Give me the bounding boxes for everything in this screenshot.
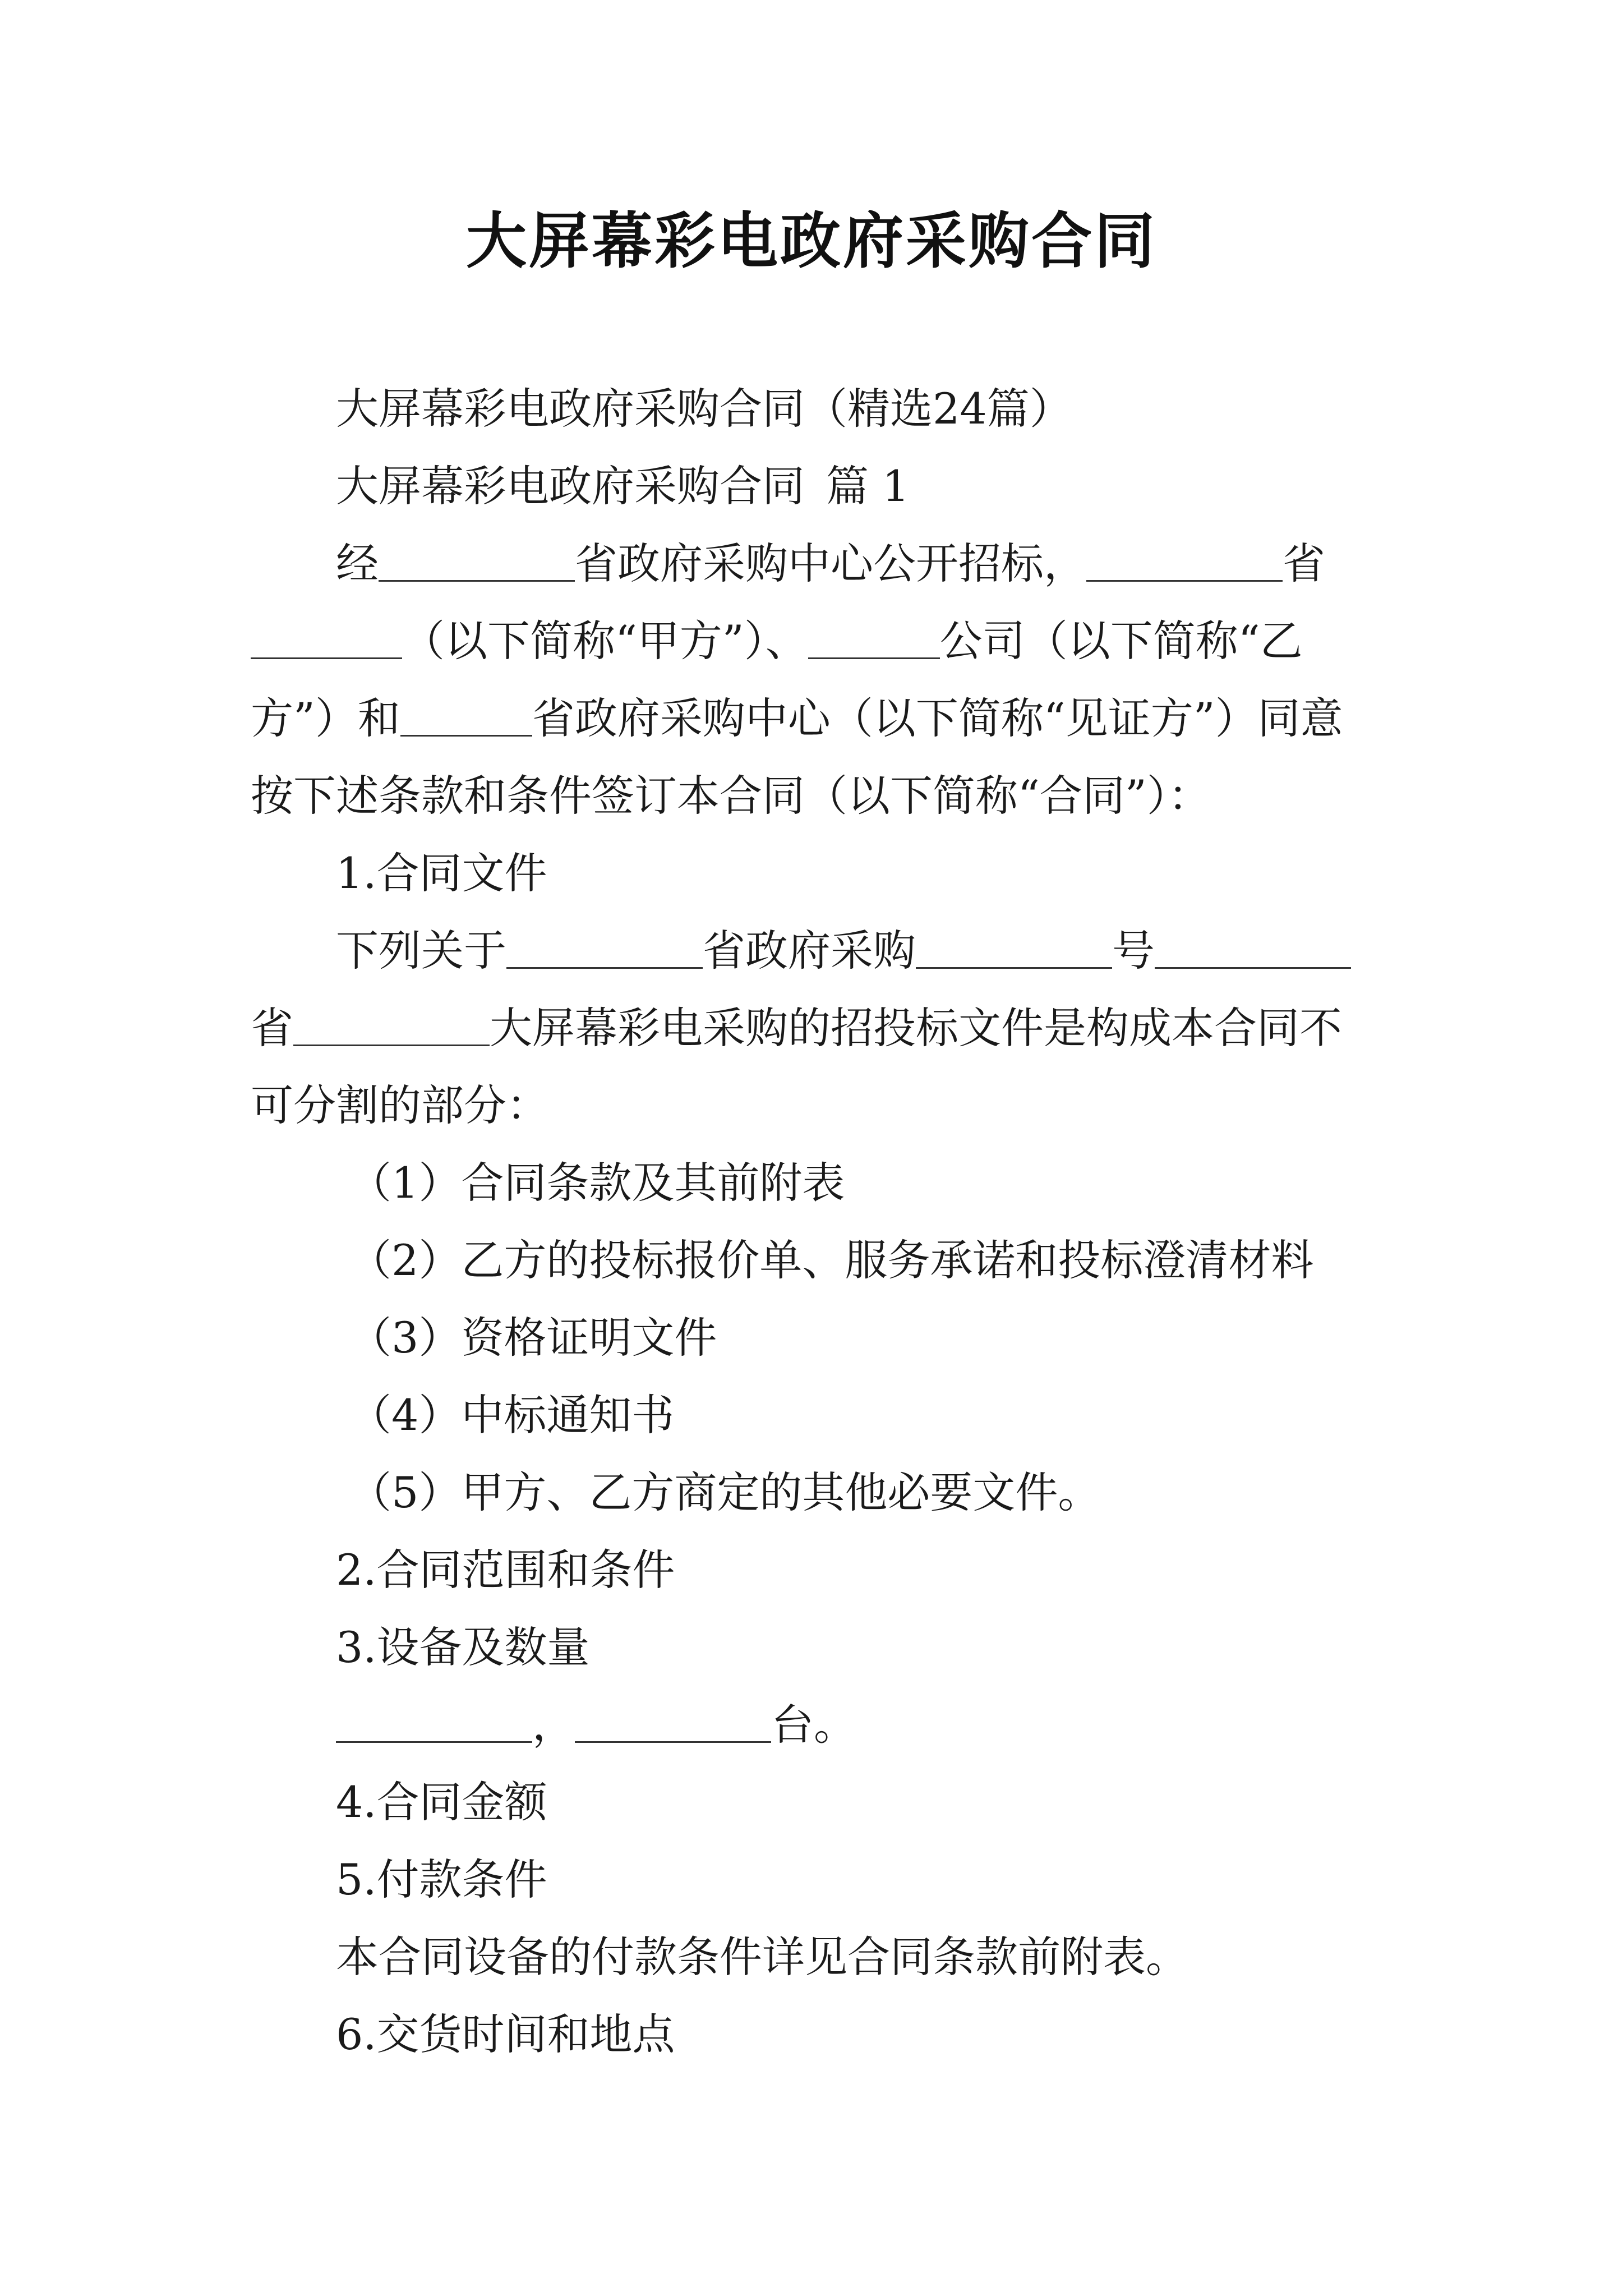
intro-text: 公司（以下简称“乙: [939, 616, 1303, 666]
document-title: 大屏幕彩电政府采购合同: [465, 206, 1157, 277]
list-item: （5）甲方、乙方商定的其他必要文件。: [349, 1467, 1101, 1517]
section-2-heading: 2.合同范围和条件: [336, 1545, 675, 1595]
section-5-text: 本合同设备的付款条件详见合同条款前附表。: [336, 1932, 1188, 1982]
section-1-text: 号: [1112, 926, 1155, 976]
blank-field: [293, 1005, 490, 1046]
section-1-paragraph: [251, 912, 1392, 1144]
section-1-text: 省: [251, 1003, 293, 1053]
intro-text: 省政府采购中心公开招标，: [575, 539, 1086, 588]
section-1-text: 大屏幕彩电采购的招投标文件是构成本合同不: [490, 1003, 1342, 1053]
blank-field: [1155, 928, 1351, 969]
section-1-text: 下列关于: [336, 926, 506, 976]
blank-field: [1086, 541, 1283, 582]
section-3-line: [251, 1686, 1392, 1764]
blank-field: [379, 541, 575, 582]
section-6-heading: 6.交货时间和地点: [336, 2009, 675, 2059]
list-item: （4）中标通知书: [349, 1390, 675, 1440]
intro-text: 经: [336, 539, 379, 588]
document-body: [251, 370, 1392, 2073]
intro-text: 按下述条款和条件签订本合同（以下简称“合同”）：: [251, 771, 1211, 821]
intro-paragraph: [251, 525, 1392, 835]
intro-text: 方”）和: [251, 693, 400, 743]
section-3-text: ，: [532, 1700, 575, 1750]
blank-field: [506, 928, 703, 969]
intro-text: （以下简称“甲方”）、: [402, 616, 808, 666]
section-4-heading: 4.合同金额: [336, 1777, 547, 1827]
blank-field: [336, 1702, 532, 1743]
section-1-text: 可分割的部分：: [251, 1080, 549, 1130]
subtitle: 大屏幕彩电政府采购合同（精选24篇）: [336, 384, 1072, 434]
list-item: （3）资格证明文件: [349, 1313, 717, 1363]
section-1-text: 省政府采购: [703, 926, 916, 976]
blank-field: [251, 618, 402, 659]
blank-field: [916, 928, 1112, 969]
blank-field: [400, 696, 532, 737]
blank-field: [575, 1702, 771, 1743]
section-3-heading: 3.设备及数量: [336, 1622, 590, 1672]
part-heading-prefix: 大屏幕彩电政府采购合同: [336, 461, 805, 511]
list-item: （2）乙方的投标报价单、服务承诺和投标澄清材料: [349, 1235, 1314, 1285]
part-heading: [251, 448, 1392, 525]
section-3-text: 台。: [771, 1700, 856, 1750]
blank-field: [808, 618, 940, 659]
list-item: （1）合同条款及其前附表: [349, 1158, 845, 1208]
section-5-heading: 5.付款条件: [336, 1855, 547, 1904]
intro-text: 省: [1283, 539, 1325, 588]
intro-text: 省政府采购中心（以下简称“见证方”）同意: [532, 693, 1343, 743]
section-1-heading: 1.合同文件: [336, 848, 547, 898]
part-heading-suffix: 篇 1: [826, 461, 910, 511]
